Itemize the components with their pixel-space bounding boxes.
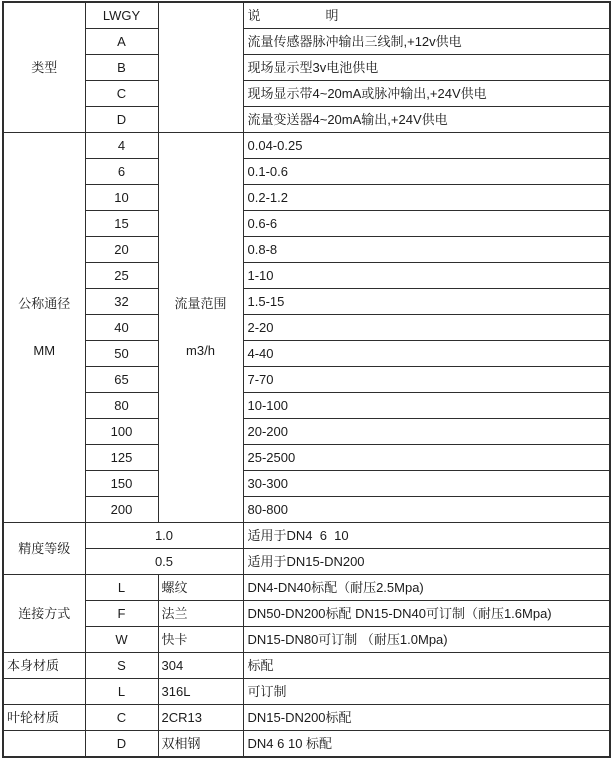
type-desc-cell: 流量传感器脉冲输出三线制,+12v供电 [243,29,610,55]
flow-range-cell: 0.2-1.2 [243,185,610,211]
empty-spacer-cell [158,2,243,133]
flow-range-cell: 4-40 [243,341,610,367]
table-row [3,289,610,315]
dn-cell: 6 [85,159,158,185]
section-label-connection: 连接方式 [3,575,85,653]
type-desc-cell: 现场显示型3v电池供电 [243,55,610,81]
impeller-name-cell: 2CR13 [158,705,243,731]
empty-cell [3,731,85,758]
table-row [3,315,610,341]
flow-range-label-cell [158,133,243,523]
flow-range-cell: 30-300 [243,471,610,497]
body-material-name-cell: 304 [158,653,243,679]
table-row [3,523,610,549]
flow-range-cell: 10-100 [243,393,610,419]
flow-range-cell: 0.8-8 [243,237,610,263]
table-row [3,341,610,367]
table-row [3,55,610,81]
table-row [3,159,610,185]
dn-cell: 65 [85,367,158,393]
table-row [3,705,610,731]
table-row [3,549,610,575]
table-row [3,653,610,679]
impeller-code-cell: D [85,731,158,758]
dn-cell: 100 [85,419,158,445]
accuracy-desc-cell: 适用于DN4 6 10 [243,523,610,549]
connection-code-cell: W [85,627,158,653]
flow-range-label-line2: m3/h [186,343,215,359]
connection-desc-cell: DN15-DN80可订制 （耐压1.0Mpa) [243,627,610,653]
connection-name-cell: 快卡 [158,627,243,653]
dn-cell: 125 [85,445,158,471]
flow-range-cell: 1.5-15 [243,289,610,315]
table-row [3,731,610,758]
table-row [3,81,610,107]
type-code-cell: D [85,107,158,133]
table-row [3,185,610,211]
table-row [3,627,610,653]
diameter-label-line1: 公称通径 [18,296,71,312]
connection-code-cell: L [85,575,158,601]
model-code-cell: LWGY [85,2,158,29]
table-row [3,445,610,471]
table-row [3,237,610,263]
description-header-cell: 说 明 [243,2,610,29]
table-row [3,471,610,497]
connection-name-cell: 法兰 [158,601,243,627]
impeller-desc-cell: DN15-DN200标配 [243,705,610,731]
table-row [3,133,610,159]
section-label-body-material: 本身材质 [3,653,85,679]
flow-meter-spec-table [2,1,611,758]
dn-cell: 50 [85,341,158,367]
flow-range-cell: 20-200 [243,419,610,445]
flow-range-cell: 0.6-6 [243,211,610,237]
diameter-label-line2: MM [33,343,56,359]
section-label-type: 类型 [3,2,85,133]
body-material-name-cell: 316L [158,679,243,705]
body-material-code-cell: S [85,653,158,679]
type-code-cell: A [85,29,158,55]
impeller-desc-cell: DN4 6 10 标配 [243,731,610,758]
body-material-code-cell: L [85,679,158,705]
dn-cell: 200 [85,497,158,523]
section-label-impeller-material: 叶轮材质 [3,705,85,731]
dn-cell: 4 [85,133,158,159]
impeller-code-cell: C [85,705,158,731]
table-row [3,575,610,601]
accuracy-value-cell: 1.0 [85,523,243,549]
table-row [3,29,610,55]
flow-range-cell: 7-70 [243,367,610,393]
connection-code-cell: F [85,601,158,627]
flow-range-label-line1: 流量范围 [174,296,227,312]
table-row [3,497,610,523]
type-code-cell: C [85,81,158,107]
impeller-name-cell: 双相钢 [158,731,243,758]
section-label-accuracy: 精度等级 [3,523,85,575]
table-row [3,263,610,289]
accuracy-value-cell: 0.5 [85,549,243,575]
dn-cell: 15 [85,211,158,237]
table-row [3,367,610,393]
dn-cell: 20 [85,237,158,263]
type-desc-cell: 现场显示带4~20mA或脉冲输出,+24V供电 [243,81,610,107]
type-code-cell: B [85,55,158,81]
empty-cell [3,679,85,705]
connection-name-cell: 螺纹 [158,575,243,601]
table-row [3,393,610,419]
flow-range-cell: 25-2500 [243,445,610,471]
dn-cell: 150 [85,471,158,497]
connection-desc-cell: DN4-DN40标配（耐压2.5Mpa) [243,575,610,601]
table-row [3,601,610,627]
flow-range-cell: 2-20 [243,315,610,341]
table-row [3,419,610,445]
dn-cell: 80 [85,393,158,419]
flow-range-cell: 80-800 [243,497,610,523]
table-row [3,211,610,237]
accuracy-desc-cell: 适用于DN15-DN200 [243,549,610,575]
dn-cell: 40 [85,315,158,341]
flow-range-cell: 1-10 [243,263,610,289]
body-material-desc-cell: 可订制 [243,679,610,705]
table-row [3,679,610,705]
body-material-desc-cell: 标配 [243,653,610,679]
table-row [3,2,610,29]
connection-desc-cell: DN50-DN200标配 DN15-DN40可订制（耐压1.6Mpa) [243,601,610,627]
dn-cell: 25 [85,263,158,289]
flow-range-cell: 0.04-0.25 [243,133,610,159]
table-row [3,107,610,133]
dn-cell: 32 [85,289,158,315]
flow-range-cell: 0.1-0.6 [243,159,610,185]
dn-cell: 10 [85,185,158,211]
section-label-nominal-diameter [3,133,85,523]
type-desc-cell: 流量变送器4~20mA输出,+24V供电 [243,107,610,133]
